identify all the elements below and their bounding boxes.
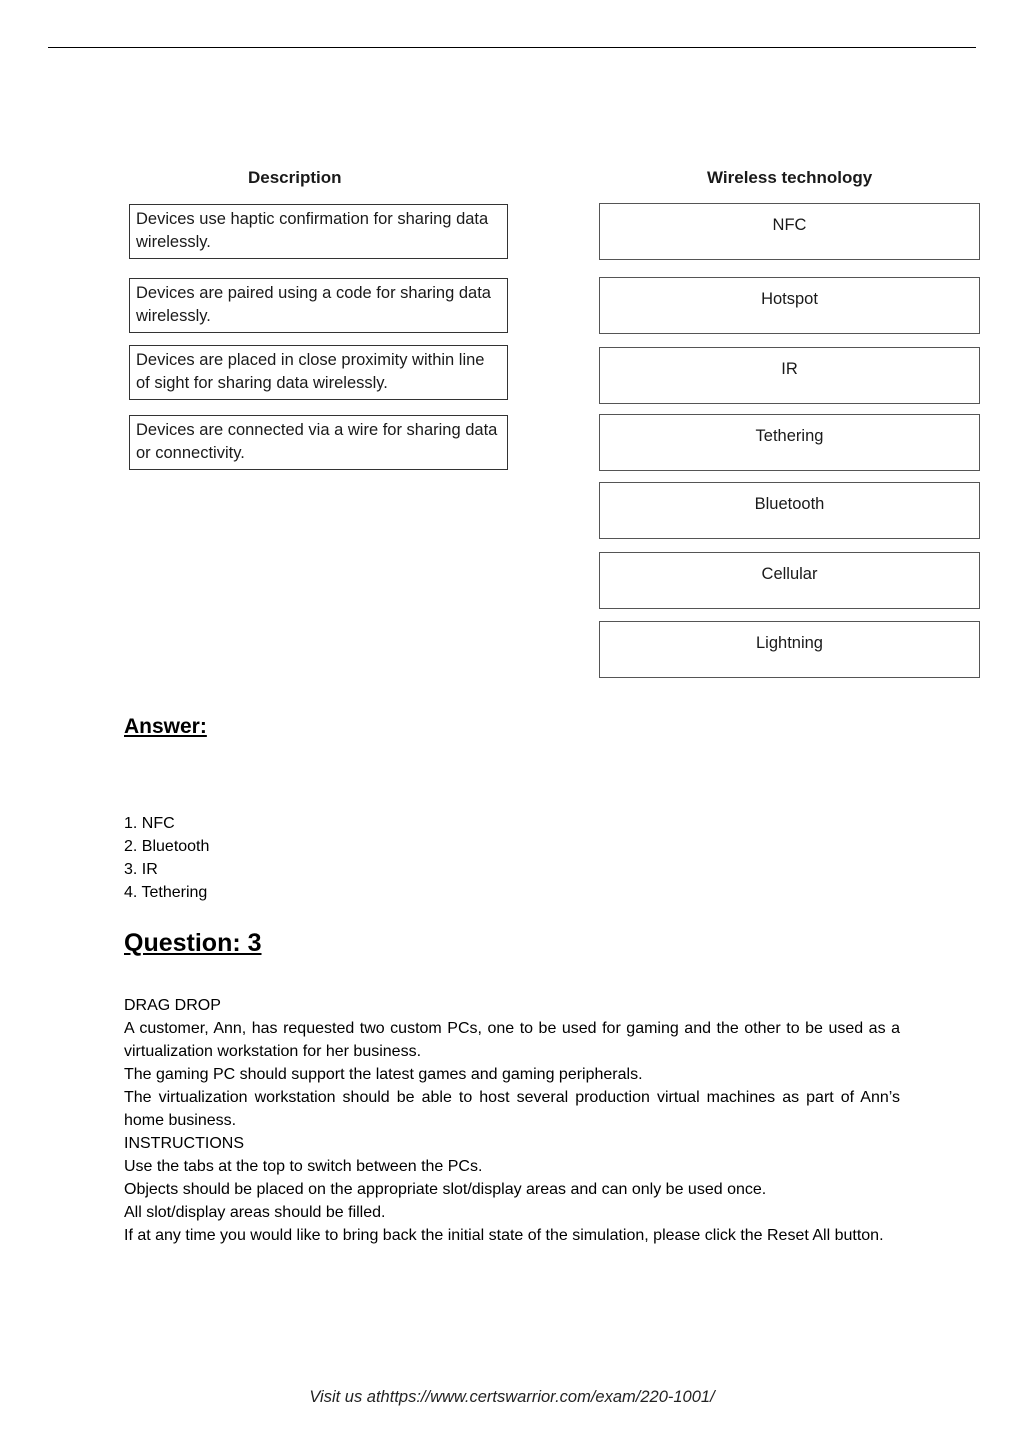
question-paragraph: The gaming PC should support the latest games and gaming peripherals.: [124, 1066, 643, 1083]
question-body: [124, 994, 900, 1247]
question-paragraph: The virtualization workstation should be able to host several production virtual machines as part of Ann’s home business.: [124, 1089, 900, 1129]
technology-box-bluetooth[interactable]: Bluetooth: [599, 482, 980, 539]
technology-box-nfc[interactable]: NFC: [599, 203, 980, 260]
technology-box-tethering[interactable]: Tethering: [599, 414, 980, 471]
question-type: DRAG DROP: [124, 997, 221, 1014]
answer-item: 2. Bluetooth: [124, 838, 210, 855]
technology-column-title: Wireless technology: [707, 168, 873, 187]
description-column-title: Description: [248, 168, 342, 187]
technology-box-ir[interactable]: IR: [599, 347, 980, 404]
description-box[interactable]: Devices are paired using a code for sharing data wirelessly.: [129, 278, 508, 333]
answer-item: 4. Tethering: [124, 884, 208, 901]
technology-box-hotspot[interactable]: Hotspot: [599, 277, 980, 334]
question-heading: Question: 3: [124, 929, 262, 957]
technology-box-cellular[interactable]: Cellular: [599, 552, 980, 609]
technology-box-lightning[interactable]: Lightning: [599, 621, 980, 678]
answer-heading: Answer:: [124, 715, 207, 738]
instruction-line: Use the tabs at the top to switch between the PCs.: [124, 1158, 483, 1175]
description-box[interactable]: Devices are connected via a wire for sharing data or connectivity.: [129, 415, 508, 470]
instruction-line: All slot/display areas should be filled.: [124, 1204, 386, 1221]
footer-link[interactable]: Visit us athttps://www.certswarrior.com/exam/220-1001/: [309, 1388, 715, 1406]
answer-item: 3. IR: [124, 861, 158, 878]
description-box[interactable]: Devices are placed in close proximity within line of sight for sharing data wirelessly.: [129, 345, 508, 400]
instructions-label: INSTRUCTIONS: [124, 1135, 244, 1152]
instruction-line: Objects should be placed on the appropriate slot/display areas and can only be used once.: [124, 1181, 767, 1198]
question-paragraph: A customer, Ann, has requested two custom PCs, one to be used for gaming and the other to be used as a virtualization workstation for her business.: [124, 1020, 900, 1060]
answer-item: 1. NFC: [124, 815, 175, 832]
header-rule: [48, 47, 976, 48]
description-box[interactable]: Devices use haptic confirmation for sharing data wirelessly.: [129, 204, 508, 259]
answer-list: [124, 812, 209, 904]
instruction-line: If at any time you would like to bring back the initial state of the simulation, please click the Reset All button.: [124, 1227, 884, 1244]
